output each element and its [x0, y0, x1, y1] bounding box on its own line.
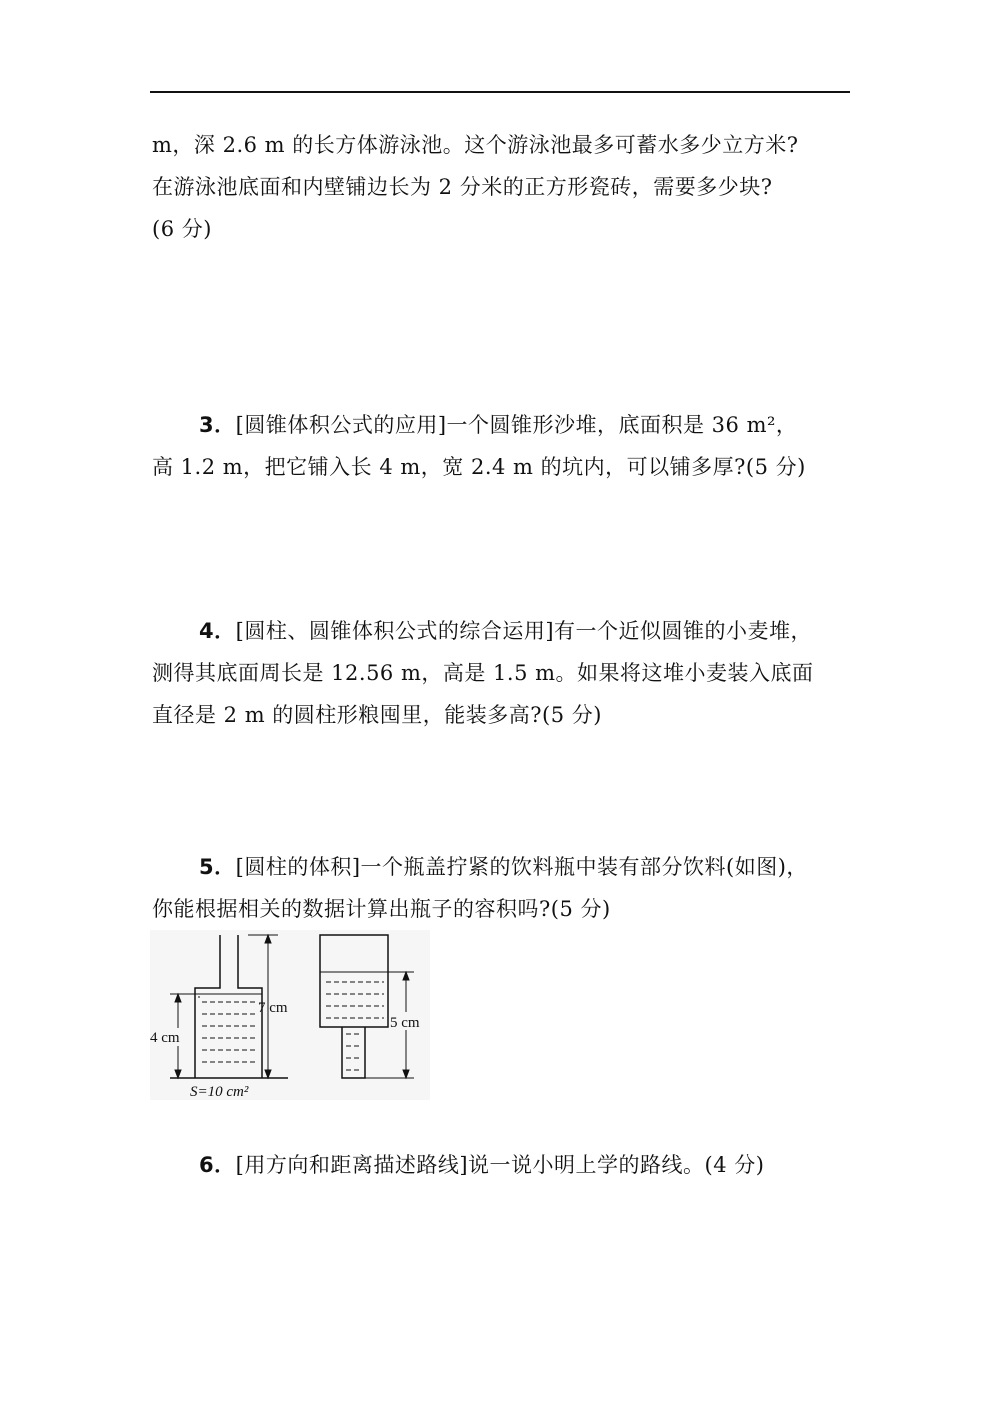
- question-2-continuation: [152, 124, 872, 250]
- q3-line-1: [152, 404, 872, 446]
- q4-line-3: 直径是 2 m 的圆柱形粮囤里，能装多高?(5 分): [152, 703, 602, 727]
- q5-text-1: [圆柱的体积]一个瓶盖拧紧的饮料瓶中装有部分饮料(如图)，: [235, 855, 808, 879]
- q2-line-2: 在游泳池底面和内壁铺边长为 2 分米的正方形瓷砖，需要多少块?: [152, 175, 773, 199]
- q4-line-1: [152, 610, 872, 652]
- q6-number: 6．: [199, 1153, 236, 1177]
- bottle-figure: [150, 930, 430, 1100]
- q5-line-2: 你能根据相关的数据计算出瓶子的容积吗?(5 分): [152, 897, 611, 921]
- label-7cm: 7 cm: [258, 1000, 288, 1016]
- q3-line-2: 高 1.2 m，把它铺入长 4 m，宽 2.4 m 的坑内，可以铺多厚?(5 分): [152, 455, 806, 479]
- q4-line-2: 测得其底面周长是 12.56 m，高是 1.5 m。如果将这堆小麦装入底面: [152, 661, 814, 685]
- bottle-diagram: [150, 930, 430, 1100]
- q6-line-1: [152, 1144, 872, 1186]
- q2-line-3: (6 分): [152, 217, 212, 241]
- question-6: [152, 1144, 872, 1186]
- q4-number: 4．: [199, 619, 236, 643]
- q2-line-1: m，深 2.6 m 的长方体游泳池。这个游泳池最多可蓄水多少立方米?: [152, 133, 799, 157]
- label-5cm: 5 cm: [390, 1015, 420, 1031]
- q5-line-1: [152, 846, 872, 888]
- top-rule: [150, 91, 850, 93]
- label-area: S=10 cm²: [190, 1084, 249, 1100]
- q6-text-1: [用方向和距离描述路线]说一说小明上学的路线。(4 分): [235, 1153, 765, 1177]
- question-3: [152, 404, 872, 488]
- label-4cm: 4 cm: [150, 1030, 180, 1046]
- q3-text-1: [圆锥体积公式的应用]一个圆锥形沙堆，底面积是 36 m²，: [235, 413, 798, 437]
- q4-text-1: [圆柱、圆锥体积公式的综合运用]有一个近似圆锥的小麦堆，: [235, 619, 813, 643]
- question-4: [152, 610, 872, 736]
- q3-number: 3．: [199, 413, 236, 437]
- q5-number: 5．: [199, 855, 236, 879]
- question-5: [152, 846, 872, 930]
